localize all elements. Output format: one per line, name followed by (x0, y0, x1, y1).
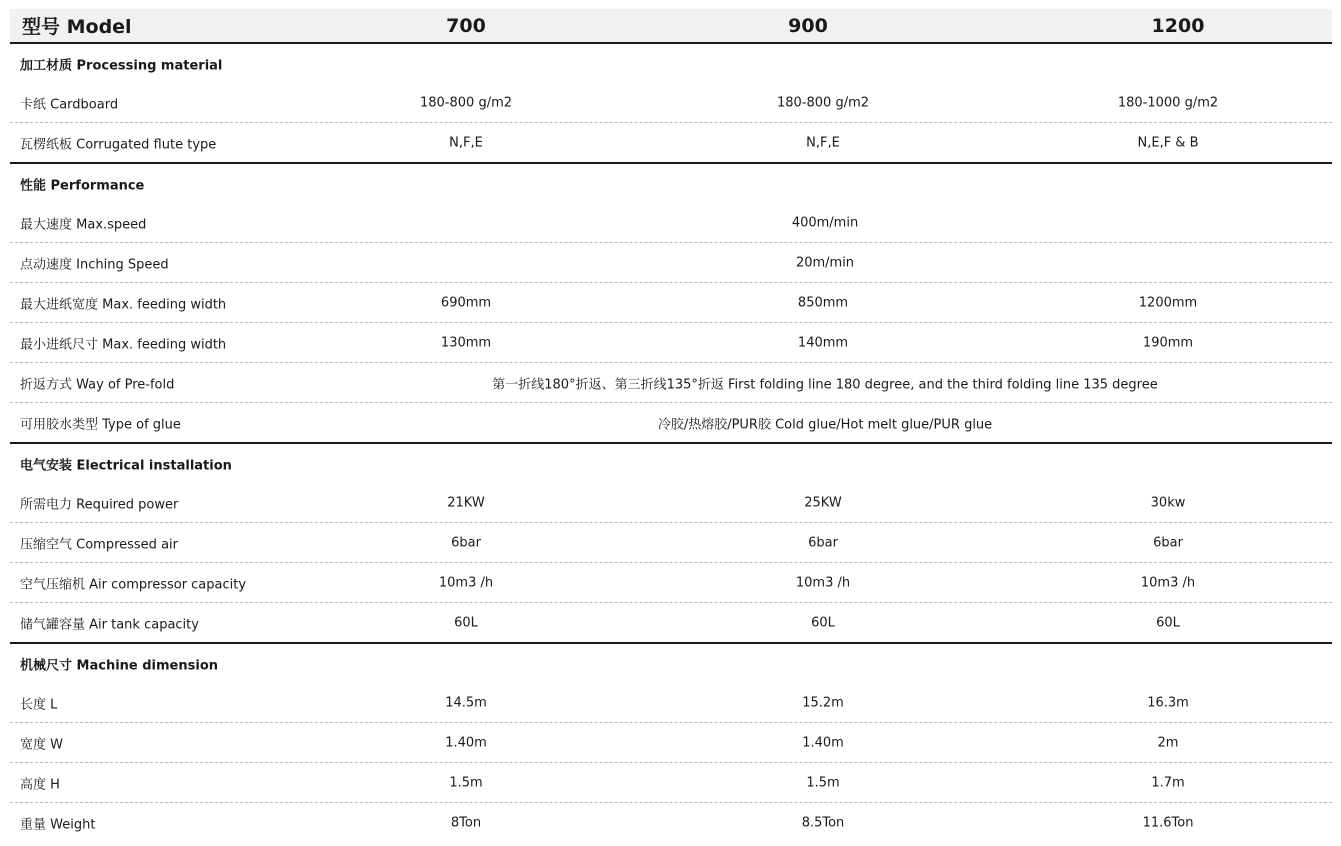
table-row (10, 283, 1332, 323)
row-value-1200: 190mm (1142, 335, 1194, 350)
table-row (10, 123, 1332, 164)
row-value-all-models: 400m/min (791, 215, 859, 230)
row-value-1200: 11.6Ton (1142, 815, 1194, 830)
table-row (10, 603, 1332, 644)
row-label: 最大速度 Max.speed (20, 217, 147, 232)
section-title: 性能 Performance (20, 178, 145, 193)
model-header-label: 型号 Model (22, 16, 132, 38)
table-body (10, 44, 1332, 842)
table-row (10, 403, 1332, 444)
row-value-1200: 2m (1157, 735, 1179, 750)
row-value-900: 25KW (804, 495, 842, 510)
row-value-900: 8.5Ton (801, 815, 845, 830)
model-700-header: 700 (446, 14, 486, 37)
row-value-700: 1.40m (445, 735, 487, 750)
row-value-1200: 60L (1156, 615, 1180, 630)
row-label: 最大进纸宽度 Max. feeding width (20, 297, 227, 312)
row-value-700: 180-800 g/m2 (419, 95, 513, 110)
table-row (10, 803, 1332, 842)
row-value-900: 850mm (797, 295, 849, 310)
row-value-1200: 180-1000 g/m2 (1117, 95, 1219, 110)
section-title: 加工材质 Processing material (20, 58, 223, 73)
row-label: 瓦楞纸板 Corrugated flute type (20, 137, 217, 152)
section-title: 机械尺寸 Machine dimension (20, 658, 219, 673)
row-value-900: N,F,E (806, 135, 840, 150)
row-value-700: N,F,E (449, 135, 483, 150)
table-row (10, 483, 1332, 523)
row-value-700: 8Ton (450, 815, 482, 830)
row-value-900: 6bar (808, 535, 838, 550)
table-row (10, 83, 1332, 123)
section-header (10, 164, 1332, 203)
row-label: 长度 L (20, 697, 58, 712)
row-value-900: 60L (811, 615, 835, 630)
spec-table (10, 9, 1332, 842)
table-row (10, 243, 1332, 283)
table-row (10, 203, 1332, 243)
row-label: 重量 Weight (20, 817, 96, 832)
row-value-700: 21KW (447, 495, 485, 510)
row-value-1200: N,E,F & B (1137, 135, 1199, 150)
row-label: 宽度 W (20, 737, 63, 752)
model-900-header: 900 (788, 14, 828, 37)
row-value-700: 10m3 /h (438, 575, 494, 590)
table-header (10, 9, 1332, 44)
row-label: 高度 H (20, 777, 60, 792)
row-value-700: 690mm (440, 295, 492, 310)
row-value-1200: 16.3m (1147, 695, 1189, 710)
row-value-700: 14.5m (445, 695, 487, 710)
table-row (10, 363, 1332, 403)
table-row (10, 323, 1332, 363)
table-row (10, 763, 1332, 803)
row-label: 可用胶水类型 Type of glue (20, 417, 181, 432)
row-label: 储气罐容量 Air tank capacity (20, 617, 199, 632)
section-header (10, 44, 1332, 83)
row-label: 卡纸 Cardboard (20, 97, 119, 112)
row-value-900: 10m3 /h (795, 575, 851, 590)
table-row (10, 523, 1332, 563)
row-value-all-models: 第一折线180°折返、第三折线135°折返 First folding line 180 degree, and the third folding line 135 degree (492, 377, 1158, 392)
section-header (10, 644, 1332, 683)
row-value-1200: 1200mm (1138, 295, 1198, 310)
table-row (10, 683, 1332, 723)
model-1200-header: 1200 (1151, 14, 1205, 37)
table-row (10, 563, 1332, 603)
row-label: 所需电力 Required power (20, 497, 179, 512)
section-header (10, 444, 1332, 483)
row-value-1200: 10m3 /h (1140, 575, 1196, 590)
row-label: 最小进纸尺寸 Max. feeding width (20, 337, 227, 352)
section-title: 电气安装 Electrical installation (20, 458, 232, 473)
row-label: 点动速度 Inching Speed (20, 257, 169, 272)
row-value-700: 6bar (451, 535, 481, 550)
row-value-1200: 6bar (1153, 535, 1183, 550)
row-value-700: 60L (454, 615, 478, 630)
row-value-900: 1.40m (802, 735, 844, 750)
row-value-all-models: 20m/min (795, 255, 855, 270)
row-value-900: 15.2m (802, 695, 844, 710)
row-value-700: 1.5m (449, 775, 483, 790)
row-value-900: 140mm (797, 335, 849, 350)
row-value-900: 1.5m (806, 775, 840, 790)
row-value-1200: 30kw (1150, 495, 1186, 510)
row-label: 空气压缩机 Air compressor capacity (20, 577, 247, 592)
table-row (10, 723, 1332, 763)
row-value-all-models: 冷胶/热熔胶/PUR胶 Cold glue/Hot melt glue/PUR glue (657, 417, 993, 432)
row-value-700: 130mm (440, 335, 492, 350)
row-value-900: 180-800 g/m2 (776, 95, 870, 110)
row-label: 压缩空气 Compressed air (20, 537, 178, 552)
row-label: 折返方式 Way of Pre-fold (20, 377, 175, 392)
row-value-1200: 1.7m (1151, 775, 1185, 790)
